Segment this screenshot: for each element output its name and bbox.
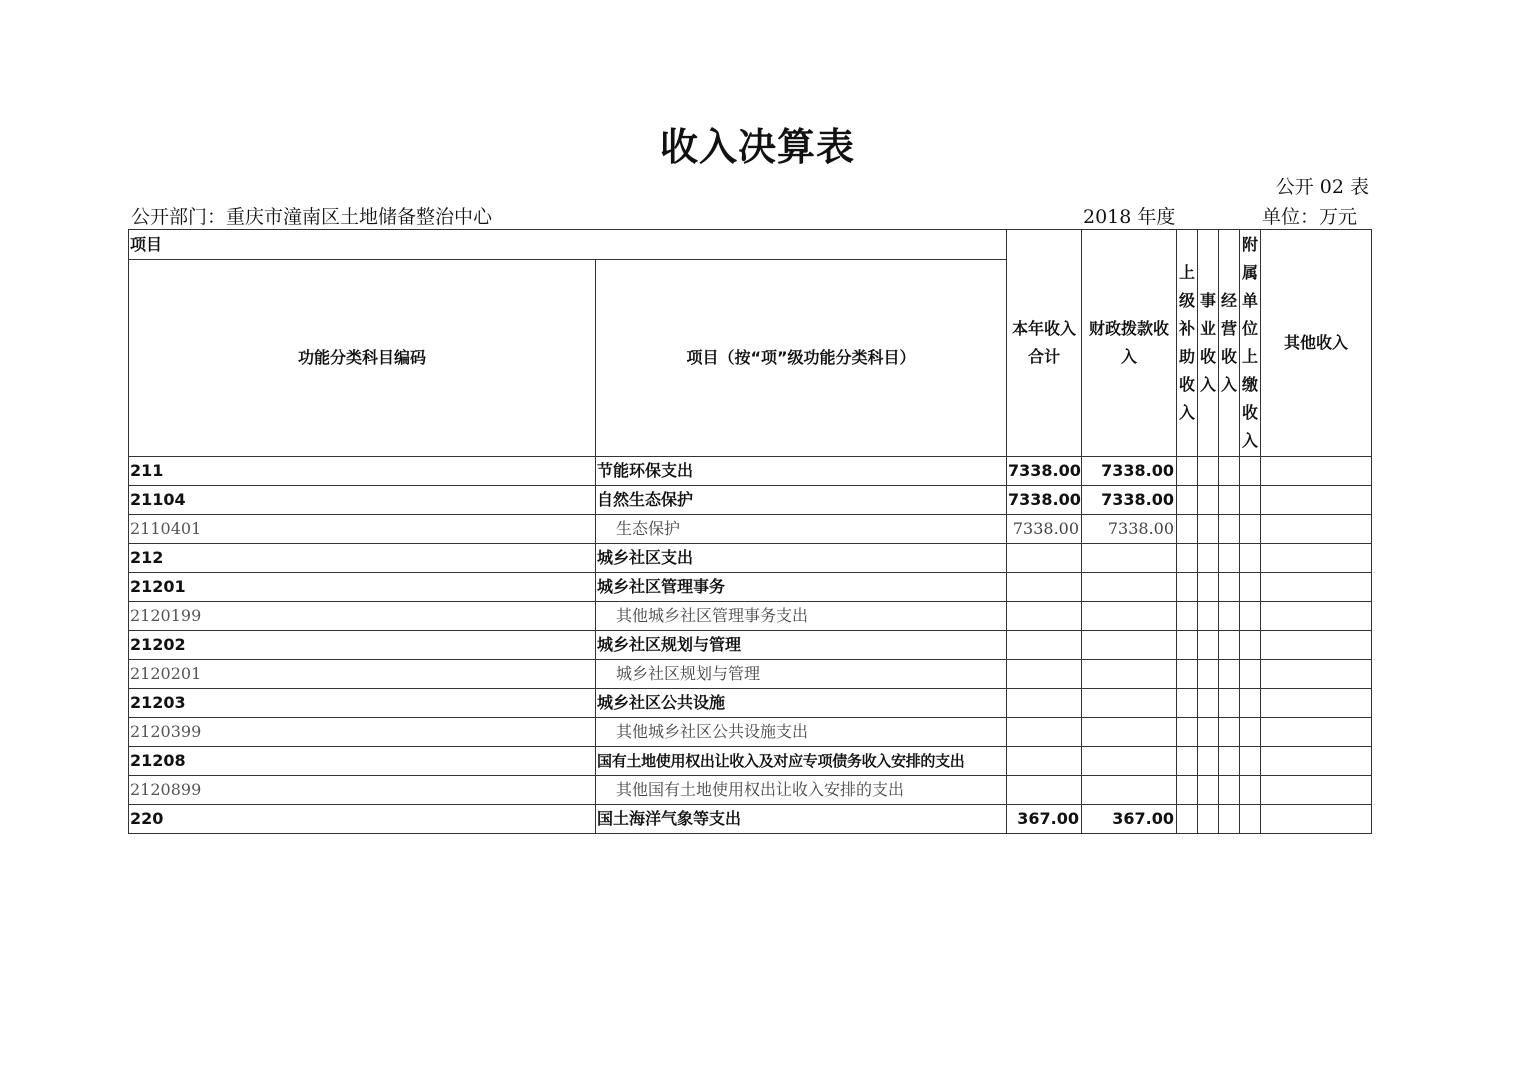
row-operating	[1219, 515, 1240, 544]
year-label: 2018 年度	[1083, 206, 1176, 228]
table-row	[129, 718, 1372, 747]
header-other: 其他收入	[1261, 230, 1372, 457]
row-fiscal	[1082, 689, 1177, 718]
row-affiliated	[1240, 747, 1261, 776]
header-project: 项目	[129, 230, 1007, 260]
table-row	[129, 631, 1372, 660]
row-operating	[1219, 747, 1240, 776]
row-name: 城乡社区管理事务	[596, 573, 1007, 602]
row-code: 211	[129, 457, 596, 486]
row-code: 220	[129, 805, 596, 834]
row-code: 2120899	[129, 776, 596, 805]
row-business	[1198, 573, 1219, 602]
row-operating	[1219, 573, 1240, 602]
row-business	[1198, 486, 1219, 515]
row-name: 其他城乡社区公共设施支出	[596, 718, 1007, 747]
row-code: 2120199	[129, 602, 596, 631]
row-total: 367.00	[1007, 805, 1082, 834]
row-code: 21201	[129, 573, 596, 602]
row-superior	[1177, 573, 1198, 602]
row-total	[1007, 544, 1082, 573]
header-superior: 上级补助收入	[1177, 230, 1198, 457]
row-affiliated	[1240, 486, 1261, 515]
row-name: 城乡社区规划与管理	[596, 631, 1007, 660]
row-operating	[1219, 602, 1240, 631]
row-affiliated	[1240, 718, 1261, 747]
header-item: 项目（按“项”级功能分类科目）	[596, 260, 1007, 457]
row-code: 2120399	[129, 718, 596, 747]
row-superior	[1177, 544, 1198, 573]
row-operating	[1219, 718, 1240, 747]
row-affiliated	[1240, 544, 1261, 573]
row-total	[1007, 660, 1082, 689]
row-superior	[1177, 660, 1198, 689]
form-number: 公开 02 表	[1275, 176, 1369, 198]
row-other	[1261, 689, 1372, 718]
row-other	[1261, 747, 1372, 776]
row-total: 7338.00	[1007, 457, 1082, 486]
table-row	[129, 573, 1372, 602]
row-operating	[1219, 544, 1240, 573]
row-affiliated	[1240, 457, 1261, 486]
row-superior	[1177, 776, 1198, 805]
row-other	[1261, 457, 1372, 486]
row-operating	[1219, 631, 1240, 660]
row-superior	[1177, 515, 1198, 544]
row-name: 城乡社区支出	[596, 544, 1007, 573]
row-business	[1198, 631, 1219, 660]
row-total: 7338.00	[1007, 486, 1082, 515]
row-operating	[1219, 486, 1240, 515]
row-superior	[1177, 718, 1198, 747]
income-table	[128, 229, 1372, 834]
row-other	[1261, 515, 1372, 544]
row-superior	[1177, 747, 1198, 776]
department-label: 公开部门：重庆市潼南区土地储备整治中心	[131, 206, 493, 228]
row-operating	[1219, 689, 1240, 718]
row-business	[1198, 660, 1219, 689]
row-business	[1198, 805, 1219, 834]
row-fiscal	[1082, 544, 1177, 573]
row-business	[1198, 689, 1219, 718]
row-name: 国有土地使用权出让收入及对应专项债务收入安排的支出	[596, 747, 1007, 776]
header-total: 本年收入合计	[1007, 230, 1082, 457]
table-row	[129, 689, 1372, 718]
header-fiscal: 财政拨款收入	[1082, 230, 1177, 457]
table-row	[129, 602, 1372, 631]
row-operating	[1219, 805, 1240, 834]
row-other	[1261, 805, 1372, 834]
header-operating: 经营收入	[1219, 230, 1240, 457]
row-other	[1261, 573, 1372, 602]
row-other	[1261, 631, 1372, 660]
row-affiliated	[1240, 689, 1261, 718]
row-name: 自然生态保护	[596, 486, 1007, 515]
row-fiscal	[1082, 660, 1177, 689]
row-total	[1007, 747, 1082, 776]
row-affiliated	[1240, 515, 1261, 544]
row-total	[1007, 573, 1082, 602]
row-affiliated	[1240, 602, 1261, 631]
row-business	[1198, 457, 1219, 486]
row-fiscal: 7338.00	[1082, 486, 1177, 515]
row-name: 城乡社区公共设施	[596, 689, 1007, 718]
table-row	[129, 457, 1372, 486]
row-business	[1198, 747, 1219, 776]
row-total	[1007, 631, 1082, 660]
table-row	[129, 486, 1372, 515]
row-business	[1198, 776, 1219, 805]
table-row	[129, 747, 1372, 776]
row-other	[1261, 718, 1372, 747]
row-other	[1261, 776, 1372, 805]
row-affiliated	[1240, 805, 1261, 834]
row-total: 7338.00	[1007, 515, 1082, 544]
table-row	[129, 660, 1372, 689]
row-code: 21208	[129, 747, 596, 776]
row-business	[1198, 544, 1219, 573]
row-fiscal	[1082, 747, 1177, 776]
row-fiscal	[1082, 776, 1177, 805]
row-fiscal	[1082, 631, 1177, 660]
row-name: 节能环保支出	[596, 457, 1007, 486]
row-superior	[1177, 457, 1198, 486]
page-title: 收入决算表	[659, 125, 855, 169]
row-business	[1198, 718, 1219, 747]
row-code: 21202	[129, 631, 596, 660]
row-operating	[1219, 457, 1240, 486]
row-superior	[1177, 805, 1198, 834]
row-operating	[1219, 776, 1240, 805]
row-code: 21104	[129, 486, 596, 515]
row-fiscal	[1082, 573, 1177, 602]
table-row	[129, 515, 1372, 544]
row-affiliated	[1240, 573, 1261, 602]
row-fiscal: 367.00	[1082, 805, 1177, 834]
row-fiscal	[1082, 718, 1177, 747]
row-total	[1007, 602, 1082, 631]
row-total	[1007, 776, 1082, 805]
row-fiscal	[1082, 602, 1177, 631]
table-row	[129, 805, 1372, 834]
row-superior	[1177, 689, 1198, 718]
row-code: 2110401	[129, 515, 596, 544]
row-other	[1261, 544, 1372, 573]
row-affiliated	[1240, 660, 1261, 689]
row-name: 城乡社区规划与管理	[596, 660, 1007, 689]
row-name: 生态保护	[596, 515, 1007, 544]
row-fiscal: 7338.00	[1082, 457, 1177, 486]
row-name: 国土海洋气象等支出	[596, 805, 1007, 834]
row-name: 其他国有土地使用权出让收入安排的支出	[596, 776, 1007, 805]
row-code: 212	[129, 544, 596, 573]
row-business	[1198, 515, 1219, 544]
row-operating	[1219, 660, 1240, 689]
row-other	[1261, 486, 1372, 515]
unit-label: 单位：万元	[1262, 206, 1358, 228]
table-row	[129, 544, 1372, 573]
row-total	[1007, 689, 1082, 718]
header-row-top	[129, 230, 1372, 260]
row-code: 21203	[129, 689, 596, 718]
row-superior	[1177, 602, 1198, 631]
row-code: 2120201	[129, 660, 596, 689]
row-other	[1261, 602, 1372, 631]
row-business	[1198, 602, 1219, 631]
row-affiliated	[1240, 776, 1261, 805]
row-total	[1007, 718, 1082, 747]
row-superior	[1177, 631, 1198, 660]
row-superior	[1177, 486, 1198, 515]
row-other	[1261, 660, 1372, 689]
header-code: 功能分类科目编码	[129, 260, 596, 457]
header-business: 事业收入	[1198, 230, 1219, 457]
row-name: 其他城乡社区管理事务支出	[596, 602, 1007, 631]
row-fiscal: 7338.00	[1082, 515, 1177, 544]
table-row	[129, 776, 1372, 805]
row-affiliated	[1240, 631, 1261, 660]
header-affiliated: 附属单位上缴收入	[1240, 230, 1261, 457]
